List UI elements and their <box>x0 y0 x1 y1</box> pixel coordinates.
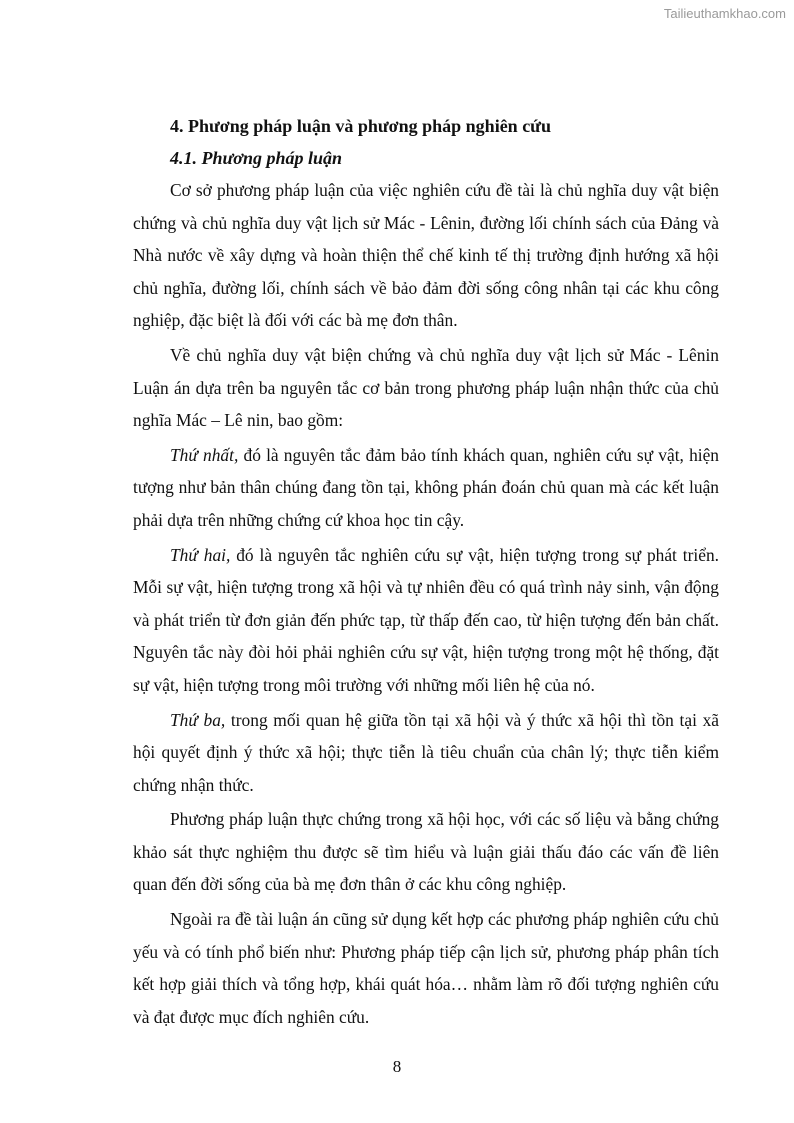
paragraph-principles-intro: Về chủ nghĩa duy vật biện chứng và chủ nghĩa duy vật lịch sử Mác - Lênin Luận án dựa trên ba nguyên tắc cơ bản trong phương pháp luận nhận thức của chủ nghĩa Mác – Lê nin, bao gồm: <box>133 344 719 431</box>
paragraph-methodology-basis: Cơ sở phương pháp luận của việc nghiên cứu đề tài là chủ nghĩa duy vật biện chứng và chủ nghĩa duy vật lịch sử Mác - Lênin, đường lối chính sách của Đảng và Nhà nước về xây dựng và hoàn thiện thể chế kinh tế thị trường định hướng xã hội chủ nghĩa, đường lối, chính sách về bảo đảm đời sống công nhân tại các khu công nghiệp, đặc biệt là đối với các bà mẹ đơn thân. <box>133 180 719 331</box>
document-body <box>133 112 719 1035</box>
paragraph-positivist-methodology: Phương pháp luận thực chứng trong xã hội học, với các số liệu và bằng chứng khảo sát thực nghiệm thu được sẽ tìm hiểu và luận giải thấu đáo các vấn đề liên quan đến đời sống của bà mẹ đơn thân ở các khu công nghiệp. <box>133 809 719 895</box>
watermark: Tailieuthamkhao.com <box>663 6 786 21</box>
lead-second: Thứ hai, <box>170 544 231 565</box>
paragraph-second-principle: Thứ hai, đó là nguyên tắc nghiên cứu sự vật, hiện tượng trong sự phát triển. Mỗi sự vật, hiện tượng trong xã hội và tự nhiên đều có quá trình nảy sinh, vận động và phát triển từ đơn giản đến phức tạp, từ thấp đến cao, từ hiện tượng đến bản chất. Nguyên tắc này đòi hỏi phải nghiên cứu sự vật, hiện tượng trong một hệ thống, đặt sự vật, hiện tượng trong môi trường với những mối liên hệ của nó. <box>133 544 719 695</box>
section-heading: 4. Phương pháp luận và phương pháp nghiên cứu <box>170 116 551 136</box>
lead-first: Thứ nhất, <box>170 444 239 465</box>
paragraph-other-methods: Ngoài ra đề tài luận án cũng sử dụng kết hợp các phương pháp nghiên cứu chủ yếu và có tính phổ biến như: Phương pháp tiếp cận lịch sử, phương pháp phân tích kết hợp giải thích và tổng hợp, khái quát hóa… nhằm làm rõ đối tượng nghiên cứu và đạt được mục đích nghiên cứu. <box>133 909 719 1027</box>
page-number: 8 <box>392 1057 402 1076</box>
subsection-heading: 4.1. Phương pháp luận <box>170 148 342 168</box>
paragraph-third-principle: Thứ ba, trong mối quan hệ giữa tồn tại xã hội và ý thức xã hội thì tồn tại xã hội quyết định ý thức xã hội; thực tiễn là tiêu chuẩn của chân lý; thực tiễn kiểm chứng nhận thức. <box>133 709 719 795</box>
paragraph-first-principle: Thứ nhất, đó là nguyên tắc đảm bảo tính khách quan, nghiên cứu sự vật, hiện tượng như bản thân chúng đang tồn tại, không phán đoán chủ quan mà các kết luận phải dựa trên những chứng cứ khoa học tin cậy. <box>133 444 720 530</box>
lead-third: Thứ ba, <box>170 709 226 730</box>
